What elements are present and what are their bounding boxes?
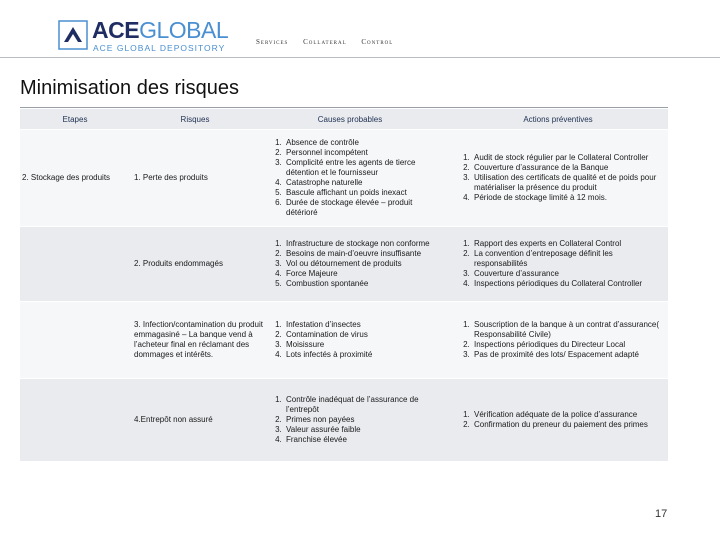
list-item: 1. Infrastructure de stockage non conforme <box>284 239 440 249</box>
list-item: 1. Absence de contrôle <box>284 138 440 148</box>
causes-cell <box>260 302 440 378</box>
list-item: 4. Catastrophe naturelle <box>284 178 440 188</box>
actions-list <box>448 239 668 289</box>
actions-cell <box>448 130 668 226</box>
causes-list <box>260 239 440 289</box>
list-item: 4. Lots infectés à proximité <box>284 350 440 360</box>
list-item: 6. Durée de stockage élevée – produit détérioré <box>284 198 440 218</box>
actions-cell <box>448 227 668 301</box>
list-item: 2. Contamination de virus <box>284 330 440 340</box>
list-item: 2. La convention d’entreposage définit les responsabilités <box>472 249 668 269</box>
actions-list <box>448 410 668 430</box>
list-item: 1. Contrôle inadéquat de l’assurance de l’entrepôt <box>284 395 440 415</box>
header <box>0 0 720 60</box>
list-item: 4. Inspections périodiques du Collateral Controller <box>472 279 668 289</box>
logo-subtitle: ACE GLOBAL DEPOSITORY <box>93 43 226 53</box>
tagline-collateral: Collateral <box>303 38 347 46</box>
header-divider <box>0 57 720 58</box>
header-causes: Causes probables <box>317 115 383 124</box>
logo-wordmark: ACEGLOBAL <box>92 17 229 43</box>
risque-cell: 2. Produits endommagés <box>134 259 223 268</box>
list-item: 1. Vérification adéquate de la police d’assurance <box>472 410 668 420</box>
list-item: 3. Couverture d’assurance <box>472 269 668 279</box>
tagline <box>256 38 405 46</box>
causes-cell <box>260 379 440 461</box>
actions-list <box>448 153 668 203</box>
page-number: 17 <box>655 508 668 520</box>
tagline-control: Control <box>361 38 394 46</box>
actions-list <box>448 320 668 360</box>
header-risques: Risques <box>180 115 210 124</box>
list-item: 3. Pas de proximité des lots/ Espacement adapté <box>472 350 668 360</box>
causes-cell <box>260 227 440 301</box>
list-item: 2. Personnel incompétent <box>284 148 440 158</box>
causes-list <box>260 138 440 218</box>
list-item: 3. Moisissure <box>284 340 440 350</box>
list-item: 1. Infestation d’insectes <box>284 320 440 330</box>
list-item: 3. Utilisation des certificats de qualité et de poids pour matérialiser la présence du produit <box>472 173 668 193</box>
table-row <box>20 226 668 301</box>
table-header <box>20 109 668 129</box>
etape-cell: 2. Stockage des produits <box>22 173 111 182</box>
table-row <box>20 301 668 378</box>
list-item: 1. Rapport des experts en Collateral Control <box>472 239 668 249</box>
header-actions: Actions préventives <box>523 115 593 124</box>
list-item: 5. Bascule affichant un poids inexact <box>284 188 440 198</box>
list-item: 5. Combustion spontanée <box>284 279 440 289</box>
logo-mark-icon <box>58 20 88 50</box>
page-title: Minimisation des risques <box>20 77 239 99</box>
list-item: 3. Complicité entre les agents de tierce détention et le fournisseur <box>284 158 440 178</box>
actions-cell <box>448 302 668 378</box>
list-item: 2. Confirmation du preneur du paiement des primes <box>472 420 668 430</box>
tagline-services: Services <box>256 38 289 46</box>
causes-list <box>260 320 440 360</box>
list-item: 2. Couverture d’assurance de la Banque <box>472 163 668 173</box>
header-etapes: Etapes <box>62 115 88 124</box>
title-divider <box>20 107 668 108</box>
risque-cell: 3. Infection/contamination du produit emmagasiné – La banque vend à l’acheteur final en réclamant des dommages et intérêts. <box>134 320 263 359</box>
risk-table <box>20 109 668 461</box>
risque-cell: 1. Perte des produits <box>134 173 208 182</box>
actions-cell <box>448 379 668 461</box>
list-item: 2. Primes non payées <box>284 415 440 425</box>
table-row <box>20 129 668 226</box>
list-item: 4. Période de stockage limité à 12 mois. <box>472 193 668 203</box>
ace-global-logo <box>58 17 248 53</box>
list-item: 1. Souscription de la banque à un contrat d’assurance( Responsabilité Civile) <box>472 320 668 340</box>
list-item: 2. Besoins de main-d’oeuvre insuffisante <box>284 249 440 259</box>
causes-cell <box>260 130 440 226</box>
list-item: 4. Force Majeure <box>284 269 440 279</box>
list-item: 2. Inspections périodiques du Directeur Local <box>472 340 668 350</box>
list-item: 3. Vol ou détournement de produits <box>284 259 440 269</box>
list-item: 4. Franchise élevée <box>284 435 440 445</box>
table-row <box>20 378 668 461</box>
risque-cell: 4.Entrepôt non assuré <box>134 415 213 424</box>
causes-list <box>260 395 440 445</box>
list-item: 1. Audit de stock régulier par le Collateral Controller <box>472 153 668 163</box>
list-item: 3. Valeur assurée faible <box>284 425 440 435</box>
